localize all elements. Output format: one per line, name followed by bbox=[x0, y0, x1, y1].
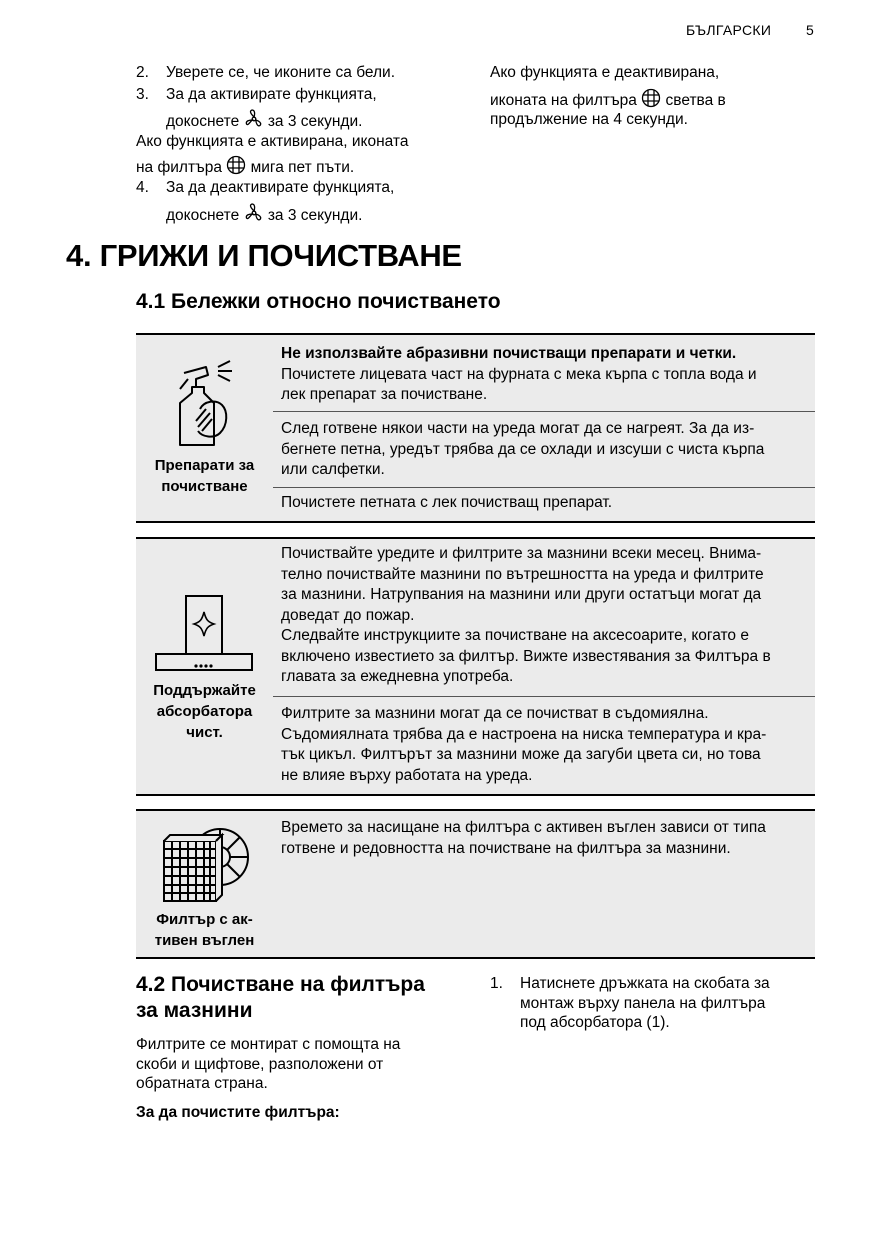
charcoal-filter-caption bbox=[136, 909, 273, 951]
step-2 bbox=[136, 62, 395, 84]
hood-care-row-2 bbox=[273, 704, 815, 786]
step-1-num: 1. bbox=[490, 975, 503, 992]
title-line: 4.2 Почистване на филтъра bbox=[136, 973, 425, 996]
clean-filter-heading: За да почистите филтъра: bbox=[136, 1104, 340, 1121]
text-line: Почистете лицевата част на фурната с мека кърпа с топла вода и bbox=[281, 365, 757, 383]
hood-care-row-1 bbox=[273, 544, 815, 688]
text-line: Натиснете дръжката на скобата за bbox=[520, 975, 770, 992]
caption-line: тивен въглен bbox=[154, 932, 255, 949]
text-line: под абсорбатора (1). bbox=[520, 1014, 670, 1031]
row-divider bbox=[273, 696, 815, 697]
step-2-number: 2. bbox=[136, 64, 149, 81]
step-1-text bbox=[520, 974, 770, 1033]
subsection-title-4-1: 4.1 Бележки относно почистването bbox=[136, 290, 501, 313]
charcoal-filter-icon-column bbox=[136, 811, 273, 957]
text-line: Времето за насищане на филтъра с активен въглен зависи от типа bbox=[281, 819, 766, 836]
fan-icon bbox=[244, 203, 264, 223]
deactivated-text-1: Ако функцията е деактивирана, bbox=[490, 64, 720, 81]
caption-line: Препарати за bbox=[154, 457, 255, 474]
caption-line: Филтър с ак- bbox=[156, 911, 253, 928]
title-line: за мазнини bbox=[136, 999, 253, 1022]
text-line: не влияе върху работата на уреда. bbox=[281, 766, 533, 784]
charcoal-filter-block bbox=[136, 809, 815, 959]
header-language: БЪЛГАРСКИ bbox=[686, 22, 772, 38]
cleaning-agents-block bbox=[136, 333, 815, 523]
fan-icon bbox=[244, 109, 264, 129]
hood-care-caption bbox=[136, 680, 273, 743]
text-line: монтаж върху панела на филтъра bbox=[520, 994, 766, 1012]
text-line: Съдомиялната трябва да е настроена на ниска температура и кра- bbox=[281, 725, 767, 743]
row-divider bbox=[273, 411, 815, 412]
text-line: бегнете петна, уредът трябва да се охлади и изсуши с чиста кърпа bbox=[281, 440, 765, 458]
text-line: телно почиствайте мазнини по вътрешността на уреда и филтрите bbox=[281, 565, 764, 583]
subsection-title-4-2 bbox=[136, 972, 425, 1024]
caption-line: Поддържайте bbox=[153, 682, 256, 699]
hood-care-block bbox=[136, 537, 815, 796]
charcoal-filter-icon bbox=[160, 821, 252, 905]
text-line: готвене и редовността на почистване на филтъра за мазнини. bbox=[281, 839, 731, 857]
step-3-pre: докоснете bbox=[166, 113, 240, 130]
deactivated-post: светва в bbox=[665, 92, 726, 109]
active-text-1: Ако функцията е активирана, иконата bbox=[136, 133, 409, 150]
step-4-line2 bbox=[166, 203, 362, 227]
step-3 bbox=[136, 84, 377, 106]
step-3-text: За да активирате функцията, bbox=[166, 86, 377, 103]
text-line: за мазнини. Натрупвания на мазнини или други остатъци могат да bbox=[281, 586, 762, 603]
active-text-2 bbox=[136, 155, 354, 179]
cleaning-row-1 bbox=[273, 344, 815, 406]
cleaning-row-3 bbox=[273, 493, 815, 514]
text-line: лек препарат за почистване. bbox=[281, 386, 488, 403]
text-line: Почиствайте уредите и филтрите за мазнини всеки месец. Внима- bbox=[281, 545, 762, 562]
caption-line: почистване bbox=[161, 478, 248, 495]
text-line: тък цикъл. Филтърът за мазнини може да загуби цвета си, но това bbox=[281, 746, 761, 763]
text-line: главата за ежедневна употреба. bbox=[281, 668, 514, 685]
filter-mount-paragraph bbox=[136, 1035, 400, 1094]
text-line: или салфетки. bbox=[281, 461, 385, 478]
step-4-pre: докоснете bbox=[166, 207, 240, 224]
text-line: скоби и щифтове, разположени от bbox=[136, 1055, 384, 1073]
cleaning-warning: Не използвайте абразивни почистващи препарати и четки. bbox=[281, 345, 737, 362]
deactivated-text-3: продължение на 4 секунди. bbox=[490, 111, 688, 128]
cleaning-row-2 bbox=[273, 419, 815, 481]
filter-icon bbox=[226, 155, 246, 175]
active-pre: на филтъра bbox=[136, 159, 222, 176]
caption-line: абсорбатора bbox=[156, 703, 253, 720]
cooker-hood-icon bbox=[154, 594, 254, 674]
step-4-post: за 3 секунди. bbox=[267, 207, 363, 224]
section-title: 4. ГРИЖИ И ПОЧИСТВАНЕ bbox=[66, 238, 462, 273]
deactivated-pre: иконата на филтъра bbox=[490, 92, 637, 109]
filter-icon bbox=[641, 88, 661, 108]
text-line: След готвене някои части на уреда могат да се нагреят. За да из- bbox=[281, 420, 755, 437]
hood-care-icon-column bbox=[136, 539, 273, 794]
text-line: доведат до пожар. bbox=[281, 606, 415, 624]
text-line: включено известието за филтър. Вижте известявания за Филтъра в bbox=[281, 647, 771, 665]
step-3-number: 3. bbox=[136, 86, 149, 103]
cleaning-agents-icon-column bbox=[136, 335, 273, 521]
step-4 bbox=[136, 177, 394, 199]
step-2-text: Уверете се, че иконите са бели. bbox=[166, 64, 396, 81]
cleaning-agents-caption bbox=[136, 455, 273, 497]
caption-line: чист. bbox=[186, 724, 223, 741]
text-line: Филтрите за мазнини могат да се почистват в съдомиялна. bbox=[281, 705, 709, 722]
step-4-text: За да деактивирате функцията, bbox=[166, 179, 395, 196]
step-4-number: 4. bbox=[136, 179, 149, 196]
charcoal-filter-row-1 bbox=[273, 818, 815, 859]
spray-bottle-icon bbox=[174, 359, 236, 449]
step-3-line2 bbox=[166, 109, 362, 133]
row-divider bbox=[273, 487, 815, 488]
text-line: Следвайте инструкциите за почистване на аксесоарите, когато е bbox=[281, 627, 749, 644]
step-3-post: за 3 секунди. bbox=[267, 113, 363, 130]
active-post: мига пет пъти. bbox=[250, 159, 355, 176]
text-line: обратната страна. bbox=[136, 1075, 268, 1092]
text-line: Почистете петната с лек почистващ препарат. bbox=[281, 494, 613, 511]
page-number: 5 bbox=[806, 22, 814, 38]
text-line: Филтрите се монтират с помощта на bbox=[136, 1036, 401, 1053]
